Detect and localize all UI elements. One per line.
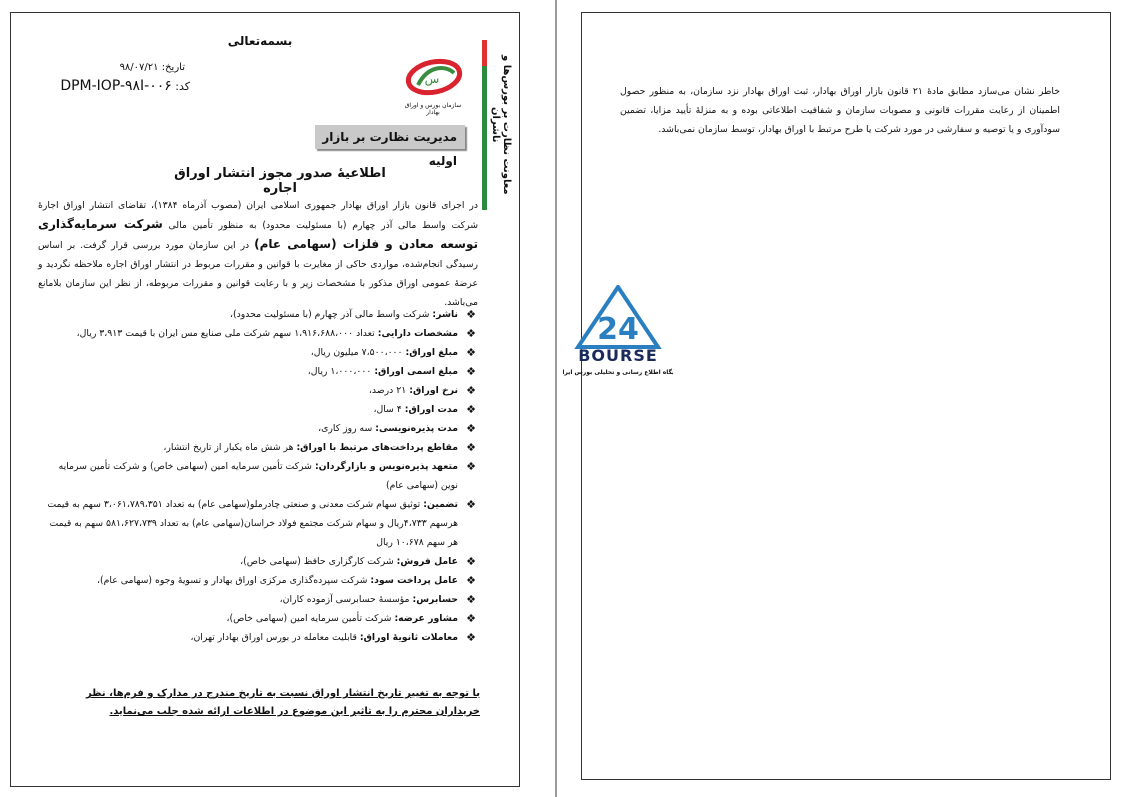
spec-value: شرکت تأمین سرمایه امین (سهامی خاص) و شرکت تأمین سرمایه نوین (سهامی عام) [58, 461, 458, 491]
spec-value: هر شش ماه یکبار از تاریخ انتشار، [163, 442, 294, 453]
spec-label: مبلغ اوراق: [405, 347, 458, 358]
spec-label: عامل پرداخت سود: [370, 575, 458, 586]
spec-value: توثیق سهام شرکت معدنی و صنعتی چادرملو(سهامی عام) به تعداد ۳،۰۶۱،۷۸۹،۳۵۱ سهم به قیمت هرسهم ۴،۷۳۳ریال و سهام شرکت مجتمع فولاد خراسان(سهامی عام) به تعداد ۵۸۱،۶۲۷،۷۳۹ سهم به قیمت هر سهم ۱۰،۶۷۸ ریال [47, 499, 458, 548]
bullet-icon: ❖ [466, 308, 476, 321]
bullet-icon: ❖ [466, 365, 476, 378]
spec-value: مؤسسهٔ حسابرسی آزموده کاران، [279, 594, 410, 605]
spec-label: متعهد پذیره‌نویس و بازارگردان: [314, 461, 458, 472]
spec-item [40, 419, 478, 438]
intro-company: شرکت سرمایه‌گذاری توسعه معادن و فلزات (سهامی عام) [38, 217, 478, 251]
sidebar-vertical-text: معاونت نظارت بر بورس‌ها و ناشران [490, 55, 512, 195]
spec-label: مشاور عرضه: [394, 613, 458, 624]
spec-label: مدت اوراق: [404, 404, 458, 415]
date-value: ۹۸/۰۷/۲۱ [119, 62, 159, 73]
bullet-icon: ❖ [466, 346, 476, 359]
page-divider [555, 0, 557, 797]
spec-value: شرکت کارگزاری حافظ (سهامی خاص)، [240, 556, 394, 567]
intro-paragraph [38, 196, 478, 312]
bullet-icon: ❖ [466, 422, 476, 435]
bullet-icon: ❖ [466, 460, 476, 473]
spec-item [40, 609, 478, 628]
intro-part1: در اجرای قانون بازار اوراق بهادار جمهوری اسلامی ایران (مصوب آذرماه ۱۳۸۴)، تقاضای انتشار اوراق اجارهٔ شرکت واسط مالی آذر چهارم (با مسئولیت محدود) به منظور تأمین مالی [38, 200, 478, 231]
spec-value: شرکت تأمین سرمایه امین (سهامی خاص)، [226, 613, 392, 624]
spec-value: قابلیت معامله در بورس اوراق بهادار تهران، [190, 632, 357, 643]
spec-value: شرکت سپرده‌گذاری مرکزی اوراق بهادار و تسویهٔ وجوه (سهامی عام)، [97, 575, 368, 586]
spec-label: مشخصات دارایی: [377, 328, 458, 339]
code-value: DPM-IOP-۹۸I-۰۰۶ [60, 78, 172, 94]
sidebar-accent-red [482, 40, 487, 66]
spec-value: تعداد ۱،۹۱۶،۶۸۸،۰۰۰ سهم شرکت ملی صنایع مس ایران با قیمت ۳،۹۱۳ ریال، [76, 328, 375, 339]
spec-item [40, 362, 478, 381]
bullet-icon: ❖ [466, 574, 476, 587]
bullet-icon: ❖ [466, 384, 476, 397]
date-label: تاریخ: [161, 62, 185, 73]
right-page-paragraph: خاطر نشان می‌سازد مطابق مادهٔ ۲۱ قانون بازار اوراق بهادار، ثبت اوراق بهادار نزد سازمان، به منظور حصول اطمینان از رعایت مقررات قانونی و مصوبات سازمان و شفافیت اطلاعاتی بوده و به منزلهٔ تأیید مزایا، تضمین سودآوری و یا توصیه و سفارشی در مورد شرکت یا طرح مرتبط با اوراق بهادار، توسط سازمان نمی‌باشد. [620, 86, 1060, 135]
spec-item [40, 381, 478, 400]
notice-paragraph: با توجه به تغییر تاریخ انتشار اوراق نسبت به تاریخ مندرج در مدارک و فرم‌ها، نظر خریداران محترم را به تاثیر این موضوع در اطلاعات ارائه شده جلب می‌نماید. [85, 688, 480, 717]
watermark-tagline: پایگاه اطلاع رسانی و تحلیلی بورس ایران [563, 369, 673, 376]
spec-label: مدت پذیره‌نویسی: [375, 423, 458, 434]
bullet-icon: ❖ [466, 612, 476, 625]
department-header: مدیریت نظارت بر بازار اولیه [315, 125, 465, 149]
bullet-icon: ❖ [466, 631, 476, 644]
spec-item [40, 552, 478, 571]
spec-item [40, 438, 478, 457]
svg-text:س: س [424, 72, 440, 86]
watermark-brand: BOURSE [578, 346, 658, 365]
spec-item [40, 324, 478, 343]
intro-part2: در این سازمان مورد بررسی قرار گرفت. بر اساس رسیدگی انجام‌شده، مواردی حاکی از مغایرت با قوانین و مقررات مربوط در انتشار اوراق اجاره ملاحظه نگردید و عرضهٔ عمومی اوراق مذکور با مشخصات زیر و با رعایت قوانین و مقررات مربوطه، از نظر این سازمان بلامانع می‌باشد. [38, 240, 478, 308]
code-label: کد: [175, 80, 190, 93]
sidebar-accent [482, 40, 487, 210]
code-line [40, 78, 190, 94]
watermark-number: 24 [597, 312, 639, 347]
sec-logo [398, 55, 468, 116]
spec-value: ۲۱ درصد، [368, 385, 407, 396]
spec-value: ۱،۰۰۰،۰۰۰ ریال، [307, 366, 372, 377]
bullet-icon: ❖ [466, 441, 476, 454]
spec-item [40, 590, 478, 609]
spec-label: مقاطع پرداخت‌های مرتبط با اوراق: [296, 442, 458, 453]
spec-label: نرخ اوراق: [409, 385, 458, 396]
spec-item [40, 400, 478, 419]
document-title: اطلاعیهٔ صدور مجوز انتشار اوراق اجاره [174, 166, 386, 196]
date-line [85, 62, 185, 73]
spec-value: ۴ سال، [373, 404, 402, 415]
bullet-icon: ❖ [466, 498, 476, 511]
spec-label: مبلغ اسمی اوراق: [374, 366, 458, 377]
spec-label: تضمین: [423, 499, 458, 510]
spec-value: ۷،۵۰۰،۰۰۰ میلیون ریال، [310, 347, 403, 358]
bismillah-heading: بسمه‌تعالی [227, 34, 293, 48]
spec-label: حسابرس: [412, 594, 458, 605]
bourse24-logo-icon [563, 285, 673, 380]
bullet-icon: ❖ [466, 403, 476, 416]
spec-item [40, 457, 478, 495]
bourse24-watermark [563, 285, 673, 380]
spec-item [40, 495, 478, 552]
bullet-icon: ❖ [466, 593, 476, 606]
spec-value: شرکت واسط مالی آذر چهارم (با مسئولیت محدود)، [230, 309, 430, 320]
spec-value: سه روز کاری، [318, 423, 373, 434]
specs-list [40, 305, 478, 647]
spec-item [40, 305, 478, 324]
spec-item [40, 571, 478, 590]
bullet-icon: ❖ [466, 327, 476, 340]
bullet-icon: ❖ [466, 555, 476, 568]
spec-label: ناشر: [432, 309, 458, 320]
spec-item [40, 343, 478, 362]
logo-caption: سازمان بورس و اوراق بهادار [404, 102, 462, 116]
spec-item [40, 628, 478, 647]
spec-label: معاملات ثانویهٔ اوراق: [359, 632, 458, 643]
spec-label: عامل فروش: [396, 556, 458, 567]
